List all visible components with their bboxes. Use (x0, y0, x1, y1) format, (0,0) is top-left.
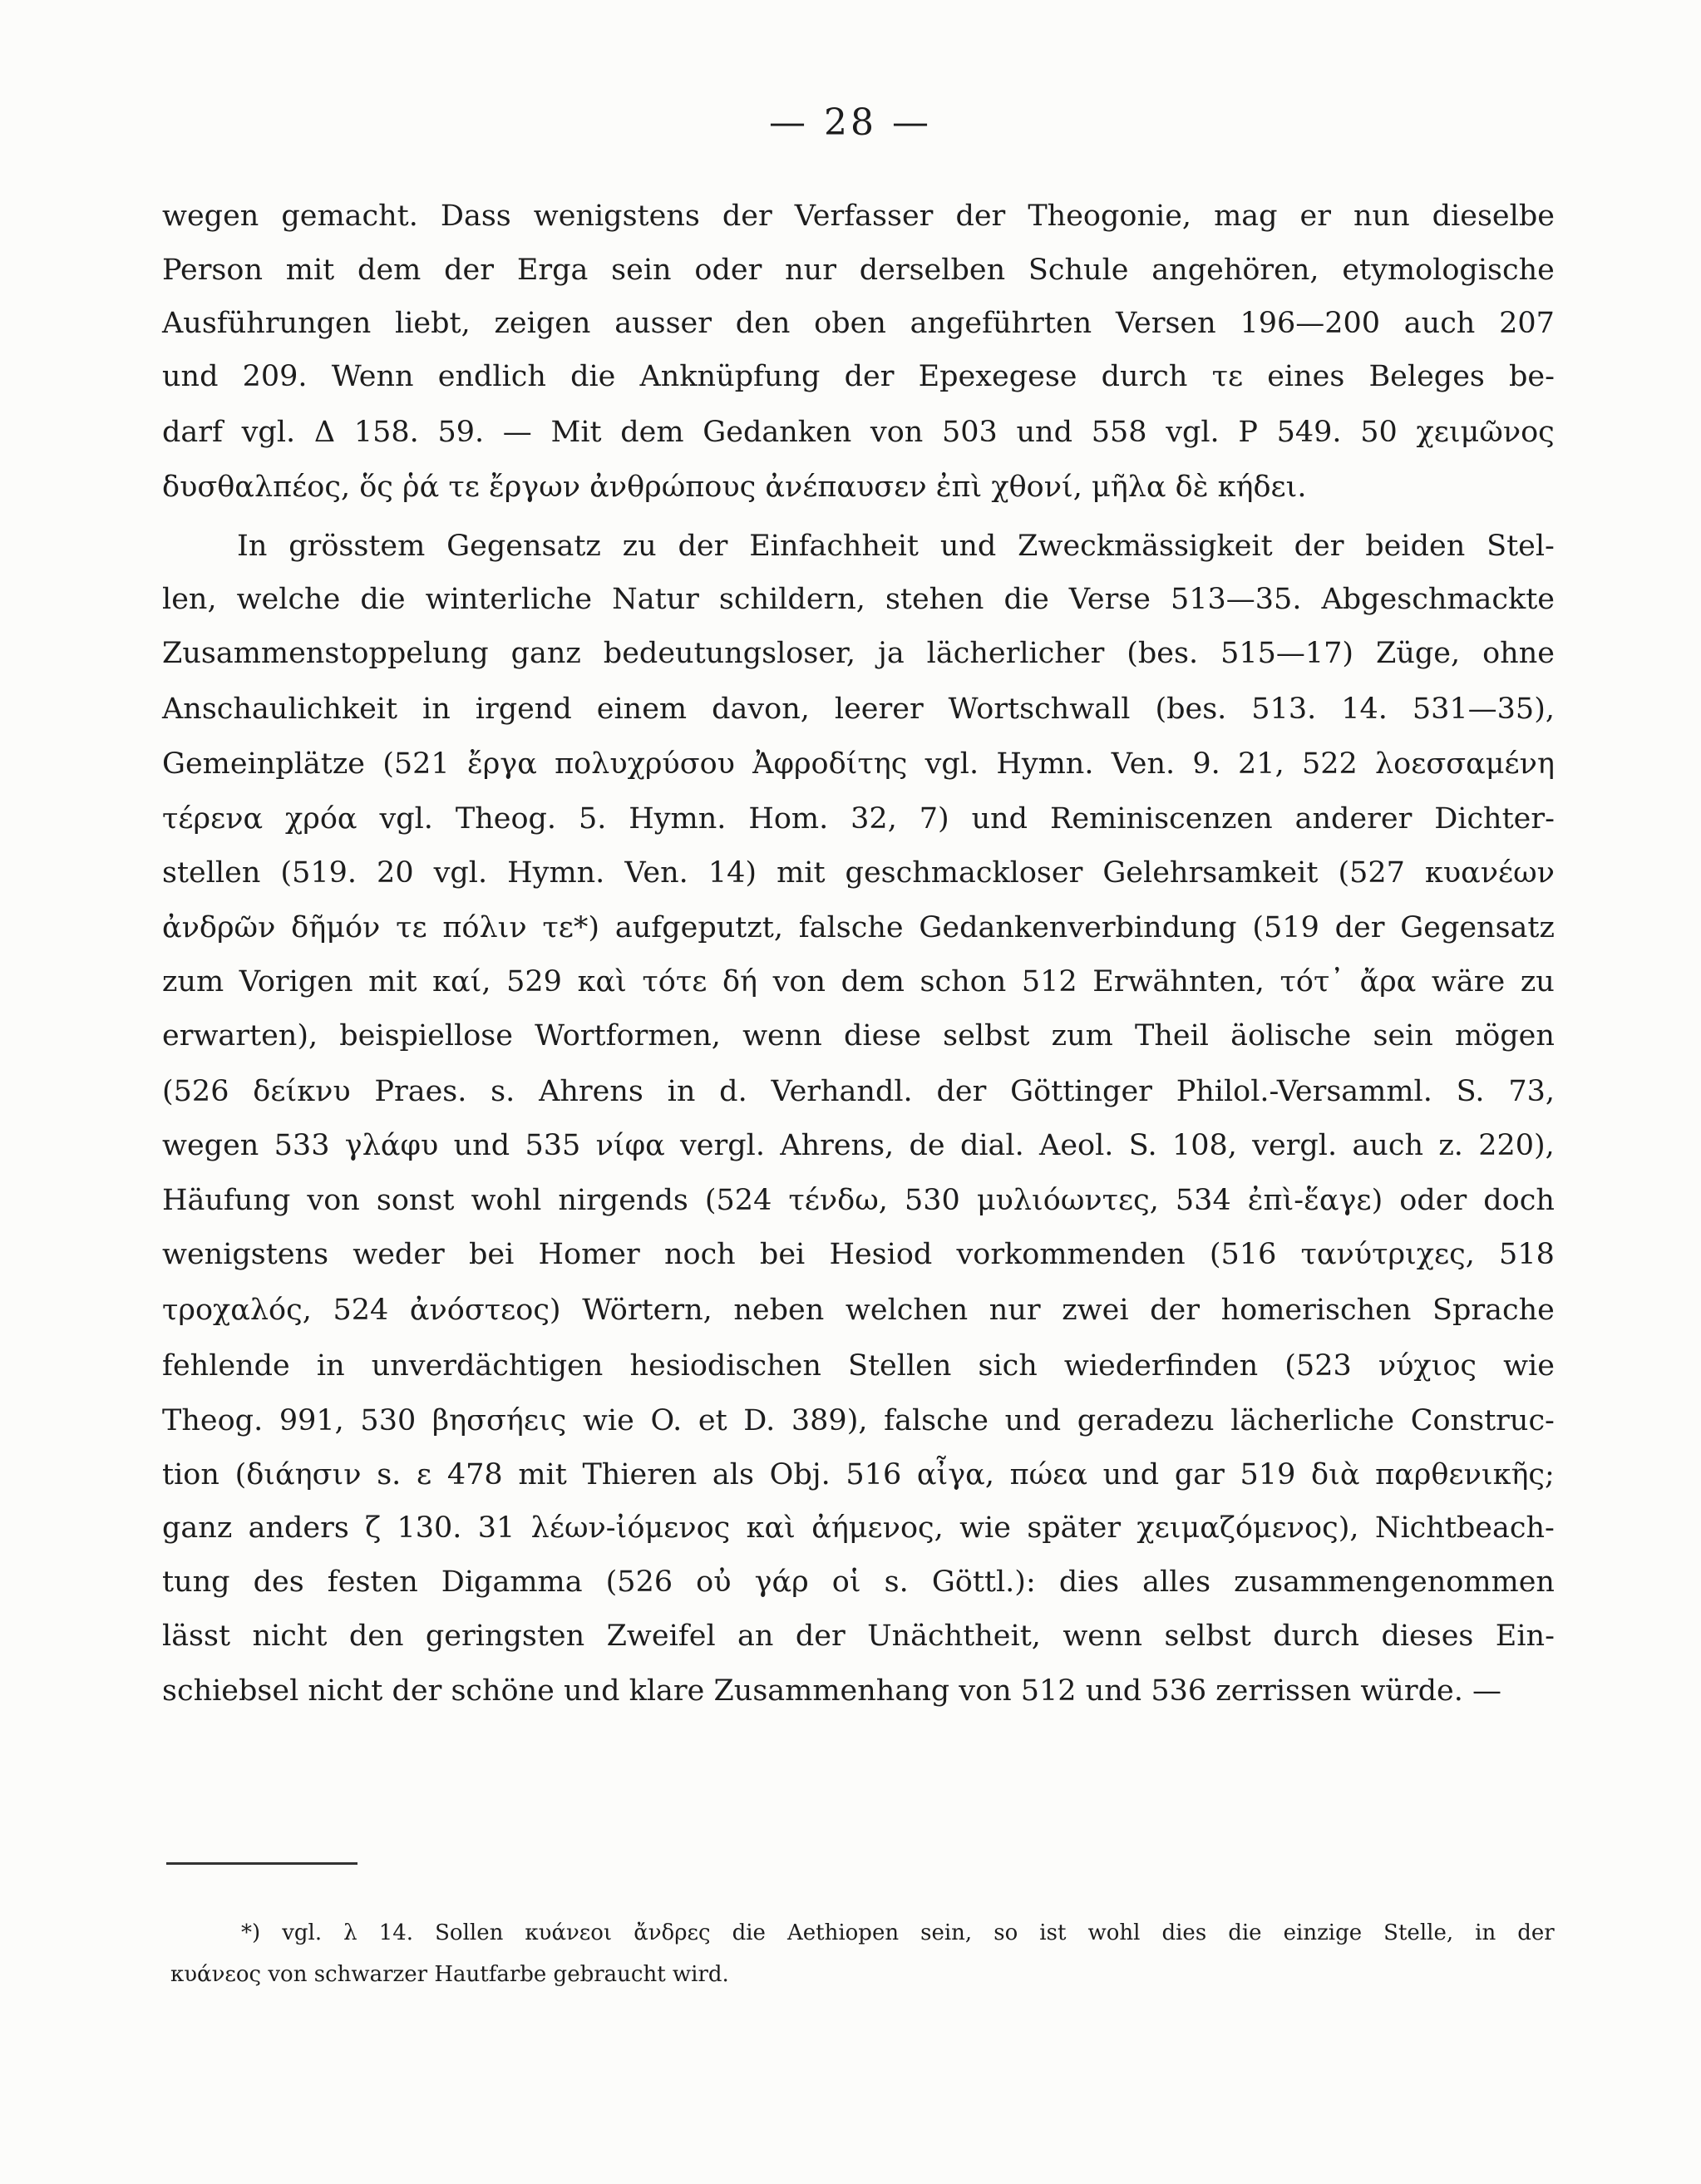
text-line: τροχαλός, 524 ἀνόστεος) Wörtern, neben welchen nur zwei der homerischen Sprache (162, 1294, 1555, 1327)
text-line: und 209. Wenn endlich die Anknüpfung der Epexegese durch τε eines Beleges be- (162, 360, 1555, 393)
text-line: darf vgl. Δ 158. 59. — Mit dem Gedanken von 503 und 558 vgl. P 549. 50 χειμῶνος (162, 416, 1555, 449)
text-line: erwarten), beispiellose Wortformen, wenn diese selbst zum Theil äolische sein mögen (162, 1019, 1555, 1053)
text-line: Theog. 991, 530 βησσήεις wie O. et D. 389), falsche und geradezu lächerliche Construc- (162, 1404, 1555, 1437)
text-line: wenigstens weder bei Homer noch bei Hesiod vorkommenden (516 τανύτριχες, 518 (162, 1238, 1555, 1271)
text-line: zum Vorigen mit καί, 529 καὶ τότε δή von dem schon 512 Erwähnten, τότ᾽ ἄρα wäre zu (162, 965, 1555, 998)
text-line: schiebsel nicht der schöne und klare Zusammenhang von 512 und 536 zerrissen würde. — (162, 1674, 1501, 1708)
text-line: lässt nicht den geringsten Zweifel an der Unächtheit, wenn selbst durch dieses Ein- (162, 1620, 1555, 1653)
text-line: τέρενα χρόα vgl. Theog. 5. Hymn. Hom. 32, 7) und Reminiscenzen anderer Dichter- (162, 802, 1555, 836)
text-line: Anschaulichkeit in irgend einem davon, leerer Wortschwall (bes. 513. 14. 531—35), (162, 693, 1555, 726)
text-line: (526 δείκνυ Praes. s. Ahrens in d. Verhandl. der Göttinger Philol.-Versamml. S. 73, (162, 1075, 1555, 1108)
text-line: ganz anders ζ 130. 31 λέων-ἰόμενος καὶ ἀήμενος, wie später χειμαζόμενος), Nichtbeach- (162, 1511, 1555, 1545)
text-line: wegen gemacht. Dass wenigstens der Verfasser der Theogonie, mag er nun dieselbe (162, 200, 1555, 233)
text-line: stellen (519. 20 vgl. Hymn. Ven. 14) mit geschmackloser Gelehrsamkeit (527 κυανέων (162, 856, 1555, 890)
footnote-line: *) vgl. λ 14. Sollen κυάνεοι ἄνδρες die Aethiopen sein, so ist wohl dies die einzige Stelle, in der (241, 1920, 1555, 1945)
text-line: len, welche die winterliche Natur schildern, stehen die Verse 513—35. Abgeschmackte (162, 583, 1555, 616)
text-line: Zusammenstoppelung ganz bedeutungsloser, ja lächerlicher (bes. 515—17) Züge, ohne (162, 637, 1555, 670)
text-line: fehlende in unverdächtigen hesiodischen Stellen sich wiederfinden (523 νύχιος wie (162, 1349, 1555, 1383)
text-line: Person mit dem der Erga sein oder nur derselben Schule angehören, etymologische (162, 254, 1555, 287)
text-line: Ausführungen liebt, zeigen ausser den oben angeführten Versen 196—200 auch 207 (162, 307, 1555, 340)
text-line: Gemeinplätze (521 ἔργα πολυχρύσου Ἀφροδίτης vgl. Hymn. Ven. 9. 21, 522 λοεσσαμένη (162, 747, 1555, 781)
page-number: — 28 — (769, 101, 932, 144)
text-line: Häufung von sonst wohl nirgends (524 τένδω, 530 μυλιόωντες, 534 ἐπὶ-ἕαγε) oder doch (162, 1184, 1555, 1217)
text-line: δυσθαλπέος, ὅς ῥά τε ἔργων ἀνθρώπους ἀνέπαυσεν ἐπὶ χθονί, μῆλα δὲ κήδει. (162, 471, 1307, 504)
footnote-line: κυάνεος von schwarzer Hautfarbe gebraucht wird. (170, 1962, 729, 1987)
text-line: tion (διάησιν s. ε 478 mit Thieren als Obj. 516 αἶγα, πώεα und gar 519 διὰ παρθενικῆς; (162, 1458, 1555, 1491)
text-line: In grösstem Gegensatz zu der Einfachheit und Zweckmässigkeit der beiden Stel- (237, 530, 1555, 563)
footnote-divider (166, 1862, 357, 1865)
text-line: wegen 533 γλάφυ und 535 νίφα vergl. Ahrens, de dial. Aeol. S. 108, vergl. auch z. 220), (162, 1129, 1555, 1162)
text-line: ἀνδρῶν δῆμόν τε πόλιν τε*) aufgeputzt, falsche Gedankenverbindung (519 der Gegensatz (162, 911, 1555, 944)
text-line: tung des festen Digamma (526 οὐ γάρ οἱ s. Göttl.): dies alles zusammengenommen (162, 1565, 1555, 1599)
